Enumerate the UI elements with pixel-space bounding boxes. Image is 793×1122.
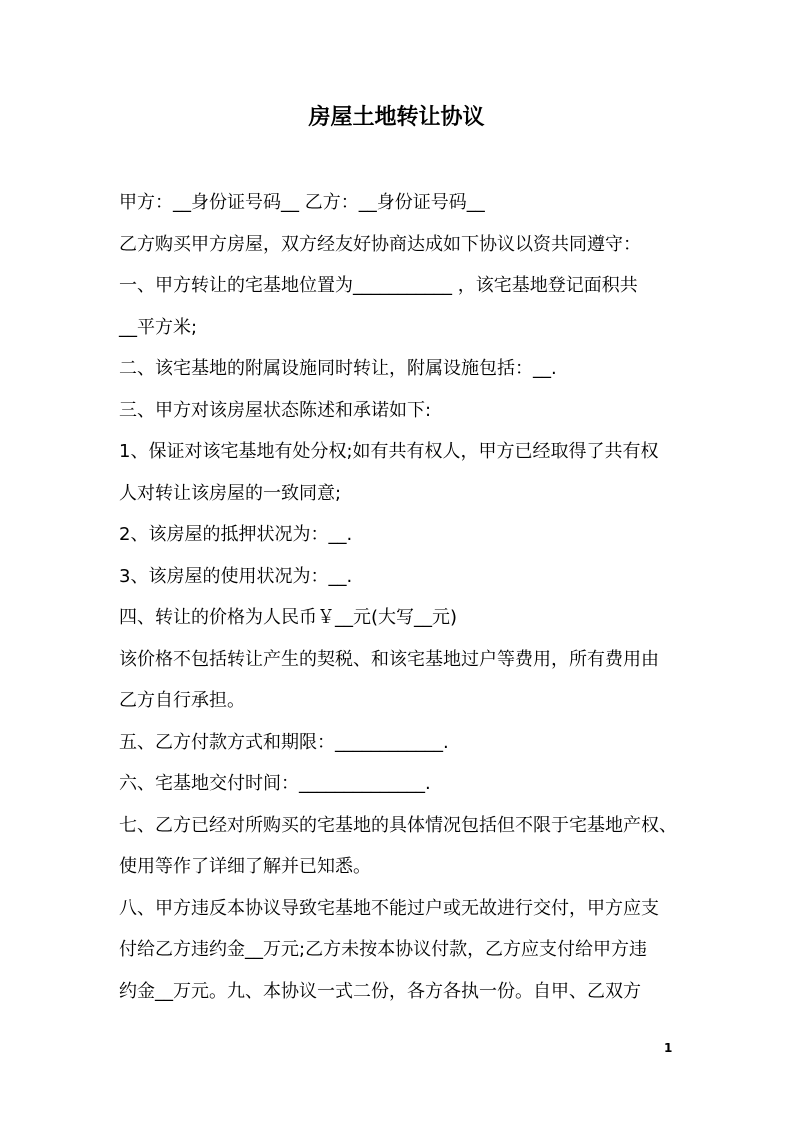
document-body [119,182,691,1012]
paragraph-line: 二、该宅基地的附属设施同时转让，附属设施包括：__. [119,358,557,379]
paragraph-line: 该价格不包括转让产生的契税、和该宅基地过户等费用，所有费用由 [119,648,659,670]
paragraph-line: 三、甲方对该房屋状态陈述和承诺如下: [119,399,432,421]
page-number: 1 [664,1041,673,1055]
paragraph-line: 四、转让的价格为人民币￥__元(大写__元) [119,607,458,628]
paragraph-line: 七、乙方已经对所购买的宅基地的具体情况包括但不限于宅基地产权、 [119,814,677,836]
paragraph-line: 1、保证对该宅基地有处分权;如有共有权人，甲方已经取得了共有权 [119,441,659,462]
paragraph-line: 2、该房屋的抵押状况为：__. [119,524,353,545]
paragraph-line: 人对转让该房屋的一致同意; [119,482,342,504]
paragraph-line: 一、甲方转让的宅基地位置为___________ ，该宅基地登记面积共 [119,275,638,296]
paragraph-line: 八、甲方违反本协议导致宅基地不能过户或无故进行交付，甲方应支 [119,897,659,919]
paragraph-line: __平方米; [119,316,198,338]
paragraph-line: 五、乙方付款方式和期限：____________. [119,731,449,753]
paragraph-line: 六、宅基地交付时间：______________. [119,773,431,794]
paragraph-line: 乙方购买甲方房屋，双方经友好协商达成如下协议以资共同遵守： [119,233,641,255]
paragraph-line: 约金__万元。九、本协议一式二份，各方各执一份。自甲、乙双方 [119,980,641,1002]
paragraph-line: 使用等作了详细了解并已知悉。 [119,856,371,877]
paragraph-line: 甲方：__身份证号码__ 乙方：__身份证号码__ [119,192,485,213]
paragraph-line: 乙方自行承担。 [119,690,245,711]
paragraph-line: 3、该房屋的使用状况为：__. [119,565,353,587]
paragraph-line: 付给乙方违约金__万元;乙方未按本协议付款，乙方应支付给甲方违 [119,939,648,960]
document-title: 房屋土地转让协议 [308,105,485,130]
